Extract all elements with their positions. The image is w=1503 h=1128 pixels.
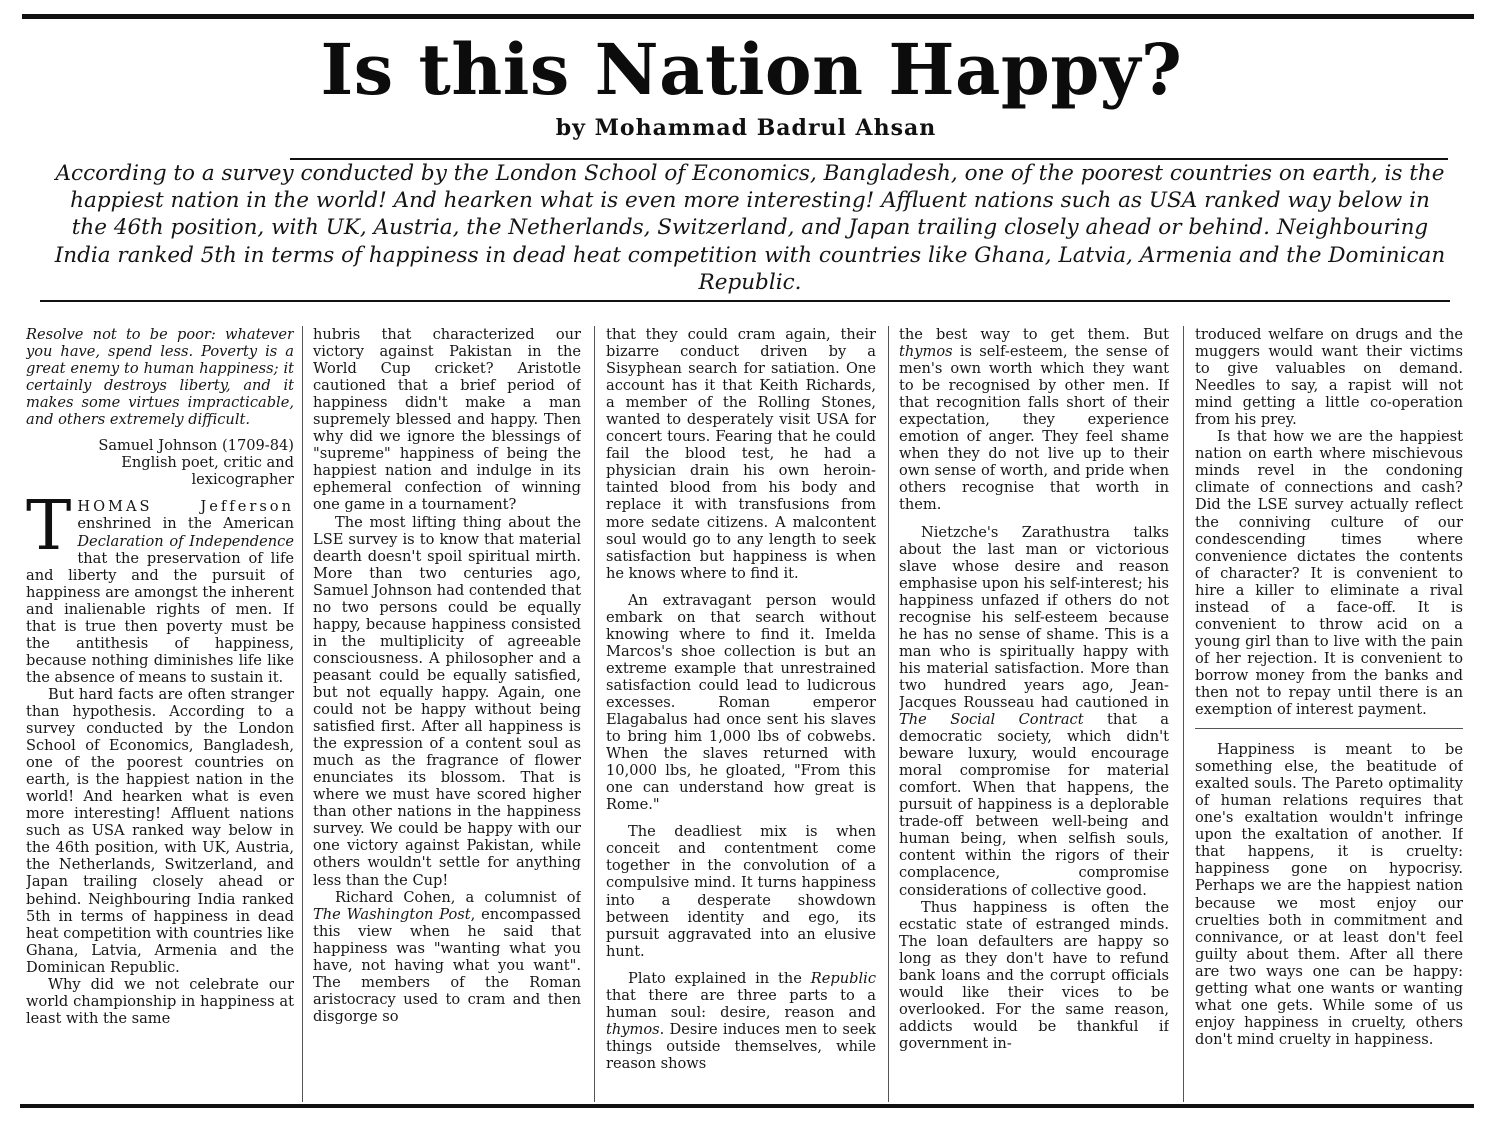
paragraph-continued: hubris that characterized our victory against Pakistan in the World Cup cricket? Aristotle cautioned that a brief period of happiness didn't make a man supremely blessed and happy. Then why did we ignore the blessings of "supreme" happiness of being the happiest nation and indulge in its ephemeral confection of winning one game in a tournament?: [313, 326, 581, 514]
document-title: Declaration of Independence: [77, 532, 294, 550]
paragraph-text: Plato explained in the: [628, 969, 811, 987]
lead-words: HOMAS Jefferson: [77, 498, 294, 516]
term: thymos: [606, 1020, 660, 1038]
paragraph: Why did we not celebrate our world championship in happiness at least with the same: [26, 975, 294, 1027]
paragraph: Is that how we are the happiest nation on earth where mischievous minds revel in the condoning climate of connections and cash? Did the LSE survey actually reflect the conniving culture of our condescending times where convenience dictates the contents of character? It is convenient to hire a killer to eliminate a rival instead of a face-off. It is convenient to throw acid on a young girl than to live with the pain of her rejection. It is convenient to borrow money from the banks and then not to repay until there is an exemption of interest payment.: [1195, 428, 1463, 719]
paragraph-text: enshrined in the American: [77, 515, 294, 533]
column-divider: [594, 326, 595, 1102]
paragraph-text: , encompassed this view when he said that happiness was "wanting what you have, not having what you want". The members of the Roman aristocracy used to cram and then disgorge so: [313, 905, 581, 1025]
opening-paragraph: [26, 487, 294, 686]
column-2: [313, 326, 581, 1106]
epigraph-author: Samuel Johnson (1709-84): [98, 437, 294, 455]
paragraph-text: that a democratic society, which didn't beware luxury, would encourage moral compromise for material comfort. When that happens, the pursuit of happiness is a deplorable trade-off between well-being and human being, when selfish souls, content within the rigors of their complacence, compromise considerations of collective good.: [899, 711, 1169, 899]
epigraph-quote: Resolve not to be poor: whatever you have, spend less. Poverty is a great enemy to human happiness; it certainly destroys liberty, and it makes some virtues impracticable, and others extremely difficult.: [26, 326, 294, 429]
paragraph-text: that there are three parts to a human soul: desire, reason and: [606, 986, 876, 1021]
paragraph: But hard facts are often stranger than hypothesis. According to a survey conducted by the London School of Economics, Bangladesh, one of the poorest countries on earth, is the happiest nation in the world! And hearken what is even more interesting! Affluent nations such as USA ranked way below in the 46th position, with UK, Austria, the Netherlands, Switzerland, and Japan trailing closely ahead or behind. Neighbouring India ranked 5th in terms of happiness in dead heat competition with countries like Ghana, Latvia, Armenia and the Dominican Republic.: [26, 685, 294, 976]
headline: Is this Nation Happy?: [320, 28, 1183, 111]
paragraph-text: that the preservation of life and liberty and the pursuit of happiness are amongst the inherent and inalienable rights of men. If that is true then poverty must be the antithesis of happiness, because nothing diminishes life like the absence of means to sustain it.: [26, 549, 294, 686]
paragraph: [899, 524, 1169, 899]
column-divider: [888, 326, 889, 1102]
drop-cap: T: [26, 487, 72, 567]
column-3: [606, 326, 876, 1106]
paragraph-continued: that they could cram again, their bizarre conduct driven by a Sisyphean search for satiation. One account has it that Keith Richards, a member of the Rolling Stones, wanted to desperately visit USA for concert tours. Fearing that he could fail the blood test, he had a physician drain his own heroin-tainted blood from his body and replace it with transfusions from more sedate citizens. A malcontent soul would go to any length to seek satisfaction but happiness is when he knows where to find it.: [606, 326, 876, 582]
column-4: [899, 326, 1169, 1106]
paragraph-text: . Desire induces men to seek things outside themselves, while reason shows: [606, 1020, 876, 1072]
byline: by Mohammad Badrul Ahsan: [555, 115, 937, 141]
section-rule: [1195, 728, 1463, 729]
top-rule: [22, 14, 1474, 19]
term: thymos: [899, 343, 953, 361]
paragraph-text: Richard Cohen, a columnist of: [335, 888, 581, 906]
bottom-rule: [20, 1104, 1474, 1108]
paragraph-text: is self-esteem, the sense of men's own worth which they want to be recognised by other men. If that recognition falls short of their expectation, they experience emotion of anger. They feel shame when they do not live up to their own sense of worth, and pride when others recognise that worth in them.: [899, 343, 1169, 514]
paragraph: The deadliest mix is when conceit and contentment come together in the convolution of a compulsive mind. It turns happiness into a desperate showdown between identity and ego, its pursuit aggravated into an elusive hunt.: [606, 823, 876, 960]
column-1: [26, 326, 294, 1106]
epigraph-role: English poet, critic and lexicographer: [121, 454, 294, 489]
column-divider: [302, 326, 303, 1102]
paragraph: Thus happiness is often the ecstatic state of estranged minds. The loan defaulters are happy so long as they don't have to refund bank loans and the corrupt officials would like their vices to be overlooked. For the same reason, addicts would be thankful if government in-: [899, 898, 1169, 1052]
intro-bottom-rule: [40, 300, 1450, 302]
book-title: Republic: [810, 969, 876, 987]
paragraph-continued: [899, 326, 1169, 514]
paragraph: [313, 889, 581, 1025]
paragraph-continued: troduced welfare on drugs and the muggers would want their victims to give valuables on demand. Needles to say, a rapist will not mind getting a little co-operation from his prey.: [1195, 326, 1463, 429]
paragraph: Happiness is meant to be something else, the beatitude of exalted souls. The Pareto optimality of human relations requires that one's exaltation wouldn't infringe upon the exaltation of another. If that happens, it is cruelty: happiness gone on hypocrisy. Perhaps we are the happiest nation because we most enjoy our cruelties both in commitment and connivance, or at least don't feel guilty about them. After all there are two ways one can be happy: getting what one wants or wanting what one gets. While some of us enjoy happiness in cruelty, others don't mind cruelty in happiness.: [1195, 741, 1463, 1048]
intro-standfirst: According to a survey conducted by the London School of Economics, Bangladesh, one of the poorest countries on earth, is the happiest nation in the world! And hearken what is even more interesting! Affluent nations such as USA ranked way below in the 46th position, with UK, Austria, the Netherlands, Switzerland, and Japan trailing closely ahead or behind. Neighbouring India ranked 5th in terms of happiness in dead heat competition with countries like Ghana, Latvia, Armenia and the Dominican Republic.: [54, 161, 1446, 295]
paragraph-text: the best way to get them. But: [899, 326, 1169, 343]
column-divider: [1183, 326, 1184, 1102]
paragraph-text: Nietzche's Zarathustra talks about the last man or victorious slave whose desire and reason emphasise upon his self-interest; his happiness unfazed if others do not recognise his self-esteem because he has no sense of shame. This is a man who is spiritually happy with his material satisfaction. More than two hundred years ago, Jean-Jacques Rousseau had cautioned in: [899, 523, 1169, 711]
paragraph: [606, 970, 876, 1072]
book-title: The Social Contract: [899, 711, 1084, 729]
paragraph: The most lifting thing about the LSE survey is to know that material dearth doesn't spoil spiritual mirth. More than two centuries ago, Samuel Johnson had contended that no two persons could be equally happy, because happiness consisted in the multiplicity of agreeable consciousness. A philosopher and a peasant could be equally satisfied, but not equally happy. Again, one could not be happy without being satisfied first. After all happiness is the expression of a content soul as much as the fragrance of flower enunciates its blossom. That is where we must have scored higher than other nations in the happiness survey. We could be happy with our one victory against Pakistan, while others wouldn't settle for anything less than the Cup!: [313, 513, 581, 889]
column-5: [1195, 326, 1463, 1106]
paragraph: An extravagant person would embark on that search without knowing where to find it. Imelda Marcos's shoe collection is but an extreme example that unrestrained satisfaction could lead to ludicrous excesses. Roman emperor Elagabalus had once sent his slaves to bring him 1,000 lbs of cobwebs. When the slaves returned with 10,000 lbs, he gloated, "From this one can understand how great is Rome.": [606, 591, 876, 814]
publication-title: The Washington Post: [313, 905, 471, 923]
